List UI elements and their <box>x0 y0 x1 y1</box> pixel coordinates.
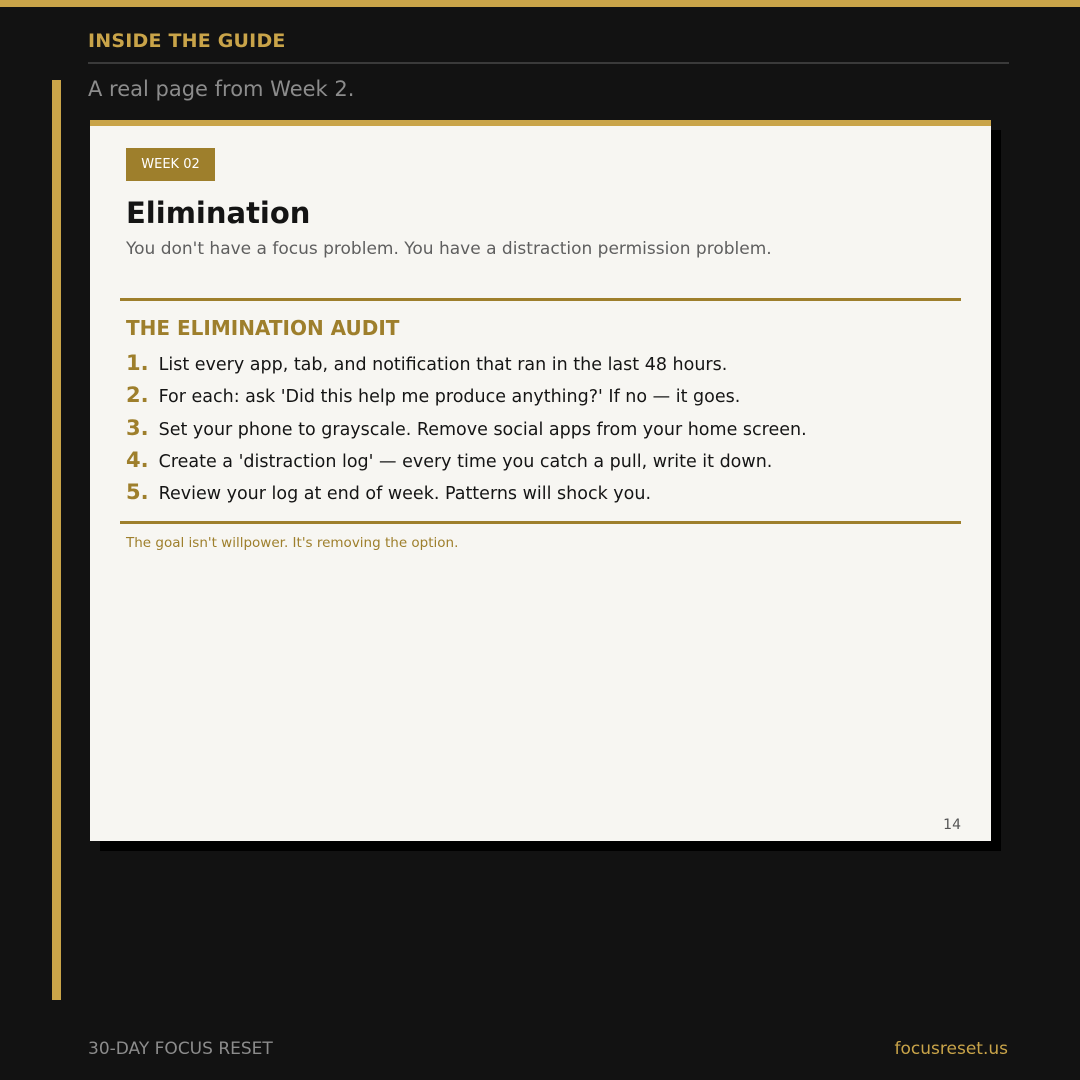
section-divider <box>88 62 1009 64</box>
audit-heading: THE ELIMINATION AUDIT <box>126 316 400 340</box>
page-lede: You don't have a focus problem. You have a distraction permission problem. <box>126 239 772 259</box>
footer-website: focusreset.us <box>894 1039 1008 1059</box>
top-accent-rule <box>0 0 1080 7</box>
subtitle: A real page from Week 2. <box>88 77 355 101</box>
section-divider-top <box>120 298 961 301</box>
section-label: INSIDE THE GUIDE <box>88 30 286 52</box>
guide-page-preview <box>90 120 991 841</box>
week-badge: WEEK 02 <box>126 148 215 181</box>
list-item-text: List every app, tab, and notification that ran in the last 48 hours. <box>158 355 728 375</box>
list-item <box>126 351 807 383</box>
list-item <box>126 480 807 512</box>
audit-list <box>126 351 807 512</box>
section-divider-bottom <box>120 521 961 524</box>
list-item-text: Create a 'distraction log' — every time you catch a pull, write it down. <box>158 451 773 472</box>
page-title: Elimination <box>126 196 311 230</box>
list-item-number: 2. <box>126 383 149 408</box>
list-item-text: Review your log at end of week. Patterns will shock you. <box>158 484 652 505</box>
list-item <box>126 448 807 480</box>
list-item-number: 5. <box>126 480 149 505</box>
list-item-number: 3. <box>126 415 149 440</box>
list-item-text: For each: ask 'Did this help me produce anything?' If no — it goes. <box>158 387 741 408</box>
list-item-text: Set your phone to grayscale. Remove social apps from your home screen. <box>158 419 807 440</box>
list-item <box>126 383 807 415</box>
page-number: 14 <box>943 817 961 833</box>
page-top-bar <box>90 120 991 126</box>
list-item-number: 1. <box>126 351 149 375</box>
list-item-number: 4. <box>126 447 149 472</box>
footer-brand: 30-DAY FOCUS RESET <box>88 1039 273 1059</box>
left-accent-rule <box>52 80 61 1000</box>
list-item <box>126 416 807 448</box>
page-note: The goal isn't willpower. It's removing the option. <box>126 535 459 551</box>
